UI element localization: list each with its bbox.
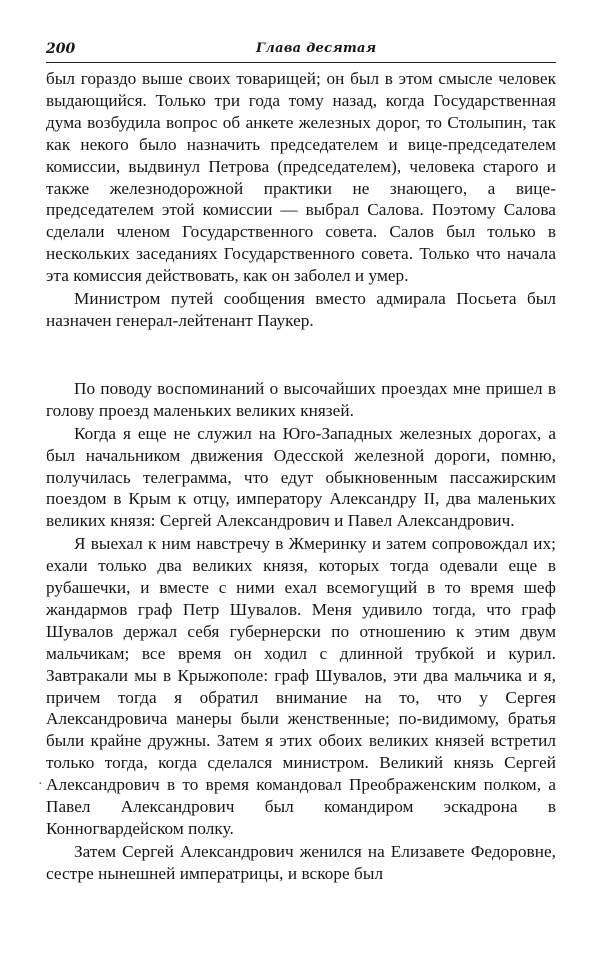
book-page — [46, 40, 556, 885]
paragraph: был гораздо выше своих товарищей; он был в этом смысле человек выдающийся. Только три года тому назад, когда Государственная дума возбудила вопрос об анкете железных дорог, то Столыпин, так как некого было назначить председателем и вице-председателем комиссии, выдвинул Петрова (председателем), человека старого и также железнодорожной практики не знающего, а вице-председателем этой комиссии — выбрал Салова. Поэтому Салова сделали членом Государственного совета. Салов был только в нескольких заседаниях Государственного совета. Только что начала эта комиссия действовать, как он заболел и умер. — [46, 69, 556, 286]
chapter-title: Глава десятая — [256, 41, 377, 56]
paragraph: Когда я еще не служил на Юго-Западных железных дорогах, а был начальником движения Одесской железной дороги, помню, получилась телеграмма, что едут обыкновенным пассажирским поездом в Крым к отцу, императору Александру II, два маленьких великих князя: Сергей Александрович и Павел Александрович. — [46, 423, 556, 531]
page-body — [46, 68, 556, 885]
paragraph: Я выехал к ним навстречу в Жмеринку и затем сопровождал их; ехали только два великих князя, которых тогда одевали еще в рубашечки, и вместе с ними ехал всемогущий в то время шеф жандармов граф Петр Шувалов. Меня удивило тогда, что граф Шувалов держал себя губернерски по отношению к этим двум мальчикам; все время он ходил с длинной трубкой и курил. Завтракали мы в Крыжополе: граф Шувалов, эти два мальчика и я, причем тогда я обратил внимание на то, что у Сергея Александровича манеры были женственные; по-видимому, братья были крайне дружны. Затем я этих обоих великих князей встретил только тогда, когда сделался министром. Великий князь Сергей Александрович в то время командовал Преображенским полком, а Павел Александрович был командиром эскадрона в Конногвардейском полку. — [46, 534, 556, 838]
section-break — [46, 332, 556, 378]
paragraph: Министром путей сообщения вместо адмирала Посьета был назначен генерал-лейтенант Паукер. — [46, 289, 556, 330]
page-number: 200 — [46, 41, 76, 57]
paragraph: Затем Сергей Александрович женился на Елизавете Федоровне, сестре нынешней императрицы, и вскоре был — [46, 841, 556, 883]
paragraph: По поводу воспоминаний о высочайших проездах мне пришел в голову проезд маленьких великих князей. — [46, 378, 556, 420]
margin-mark: · — [38, 777, 43, 792]
running-header — [46, 40, 556, 63]
